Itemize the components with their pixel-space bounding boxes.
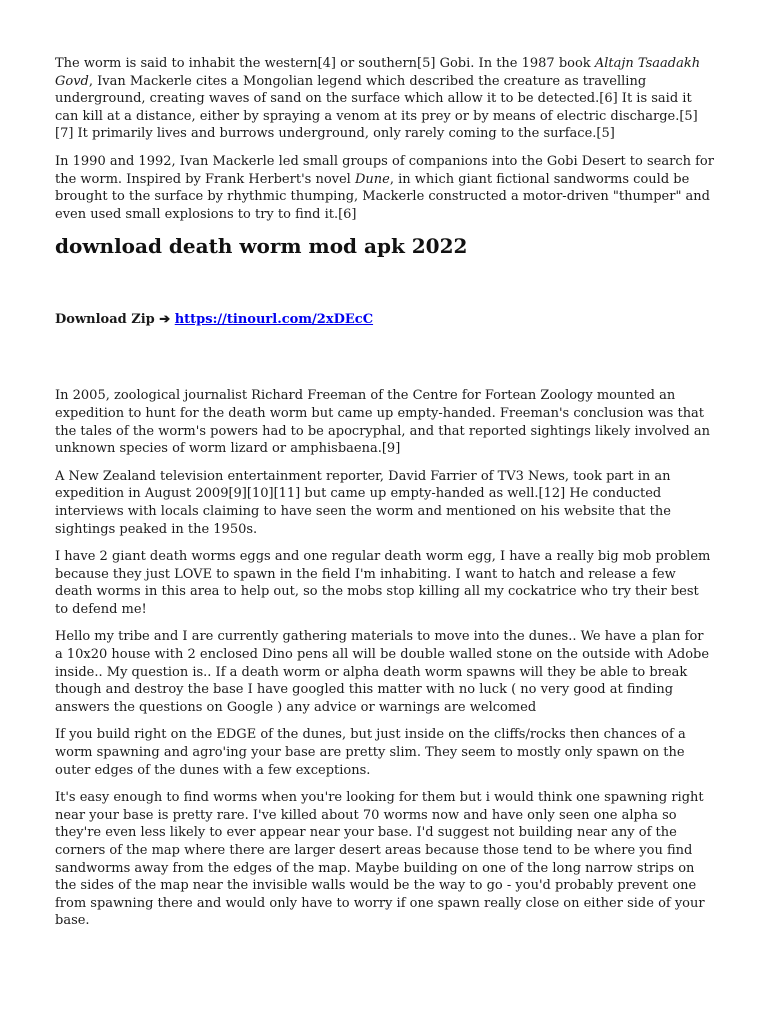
novel-title-italic: Dune xyxy=(354,171,390,187)
paragraph-farrier-expedition: A New Zealand television entertainment reporter, David Farrier of TV3 News, took part in an expedition in August 2009[9][10][11] but came up empty-handed as well.[12] He conducted interviews with locals claiming to have seen the worm and mentioned on his website that the sightings peaked in the 1950s. xyxy=(55,468,671,537)
section-heading: download death worm mod apk 2022 xyxy=(55,234,468,259)
document-page xyxy=(55,55,715,940)
paragraph-text: The worm is said to inhabit the western[4] or southern[5] Gobi. In the 1987 book xyxy=(55,56,595,71)
download-line xyxy=(55,311,715,329)
book-title-italic: Altajn Tsaadakh Govd xyxy=(55,56,701,89)
paragraph-text: , in which giant fictional sandworms could be brought to the surface by rhythmic thumping, Mackerle constructed a motor-driven "thumper" and even used small explosions to try to find it.[6] xyxy=(55,171,710,222)
paragraph-gobi-habitat xyxy=(55,55,715,143)
spacer xyxy=(55,329,715,387)
paragraph-dunes-edge-answer: If you build right on the EDGE of the dunes, but just inside on the cliffs/rocks then chances of a worm spawning and agro'ing your base are pretty slim. They seem to mostly only spawn on the outer edges of the dunes with a few exceptions. xyxy=(55,727,686,778)
paragraph-tribe-question: Hello my tribe and I are currently gathering materials to move into the dunes.. We have a plan for a 10x20 house with 2 enclosed Dino pens all will be double walled stone on the outside with Adobe inside.. My question is.. If a death worm or alpha death worm spawns will they be able to break though and destroy the base I have googled this matter with no luck ( no very good at finding answers the questions on Google ) any advice or warnings are welcomed xyxy=(55,629,710,715)
arrow-icon: ➔ xyxy=(159,312,171,328)
paragraph-spawning-answer: It's easy enough to find worms when you're looking for them but i would think one spawning right near your base is pretty rare. I've killed about 70 worms now and have only seen one alpha so they're even less likely to ever appear near your base. I'd suggest not building near any of the corners of the map where there are larger desert areas because those tend to be where you find sandworms away from the edges of the map. Maybe building on one of the long narrow strips on the sides of the map near the invisible walls would be the way to go - you'd probably prevent one from spawning there and would only have to worry if one spawn really close on either side of your base. xyxy=(55,790,705,929)
paragraph-freeman-expedition: In 2005, zoological journalist Richard Freeman of the Centre for Fortean Zoology mounted an expedition to hunt for the death worm but came up empty-handed. Freeman's conclusion was that the tales of the worm's powers had to be apocryphal, and that reported sightings likely involved an unknown species of worm lizard or amphisbaena.[9] xyxy=(55,388,710,457)
paragraph-eggs-question: I have 2 giant death worms eggs and one regular death worm egg, I have a really big mob problem because they just LOVE to spawn in the field I'm inhabiting. I want to hatch and release a few death worms in this area to help out, so the mobs stop killing all my cockatrice who try their best to defend me! xyxy=(55,549,711,617)
paragraph-text: In 1990 and 1992, Ivan Mackerle led small groups of companions into the Gobi Desert to search for the worm. Inspired by Frank Herbert's novel xyxy=(55,153,714,187)
download-label: Download Zip xyxy=(55,312,160,328)
download-link[interactable]: https://tinourl.com/2xDEcC xyxy=(174,312,374,328)
paragraph-text: , Ivan Mackerle cites a Mongolian legend which described the creature as travelling underground, creating waves of sand on the surface which allow it to be detected.[6] It is said it can kill at a distance, either by spraying a venom at its prey or by means of electric discharge.[5][7] It primarily lives and burrows underground, only rarely coming to the surface.[5] xyxy=(55,73,698,142)
paragraph-mackerle-expedition xyxy=(55,153,715,223)
